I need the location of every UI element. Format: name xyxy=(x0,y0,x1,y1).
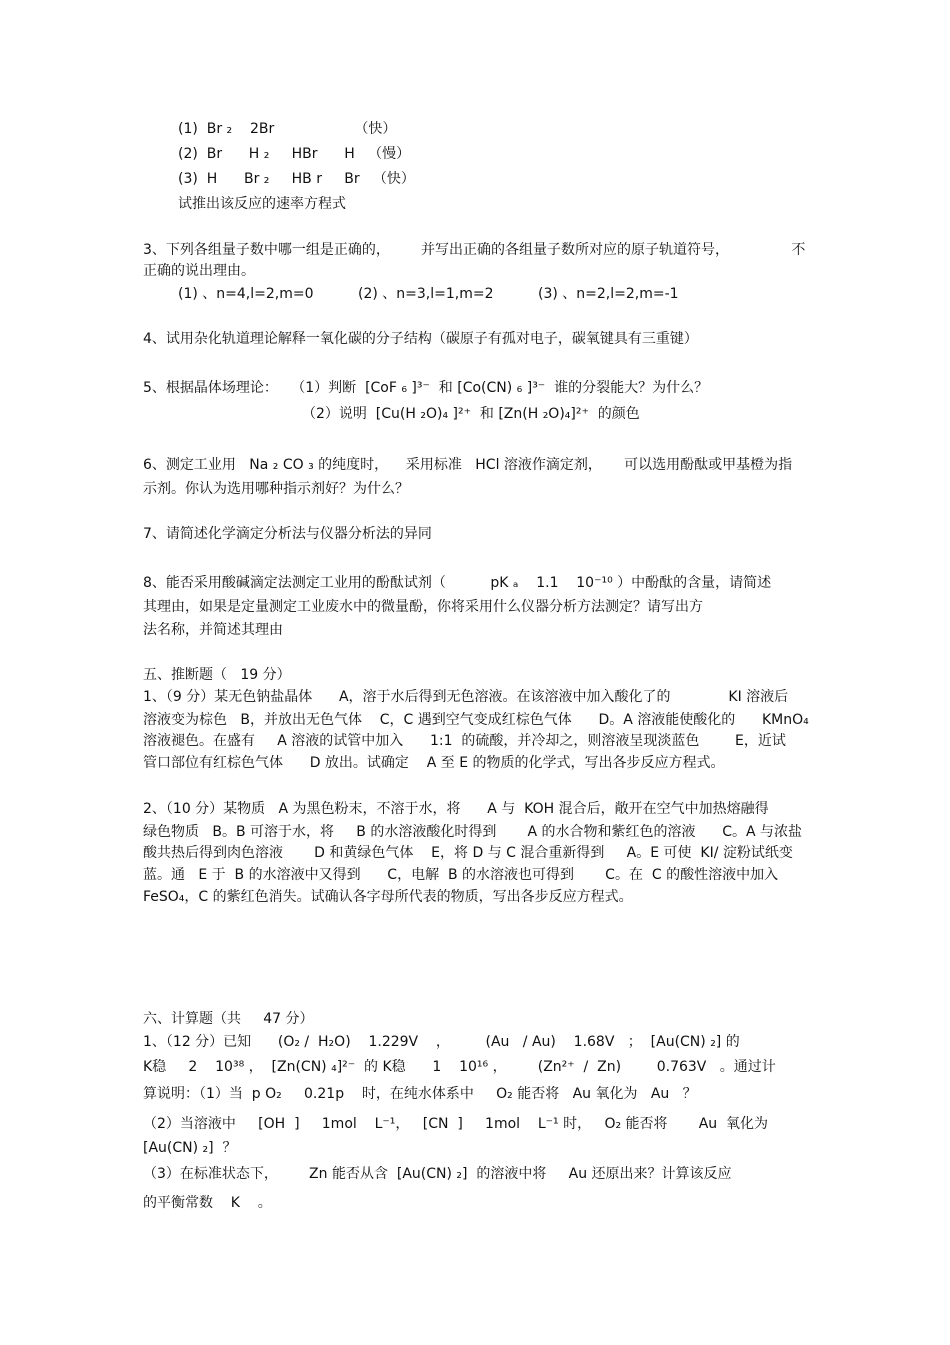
text-line: 1、（9 分）某无色钠盐晶体 A，溶于水后得到无色溶液。在该溶液中加入酸化了的 KI 溶液后 xyxy=(143,689,789,705)
text-line: （2）当溶液中 [OH ] 1mol L⁻¹， [CN ] 1mol L⁻¹ 时， O₂ 能否将 Au 氧化为 xyxy=(143,1116,769,1132)
text-line: 算说明：（1）当 p O₂ 0.21p 时，在纯水体系中 O₂ 能否将 Au 氧化为 Au ？ xyxy=(143,1086,697,1102)
text-line: (1) 、n=4,l=2,m=0 (2) 、n=3,l=1,m=2 (3) 、n=2,l=2,m=-1 xyxy=(178,286,679,302)
text-line: 管口部位有红棕色气体 D 放出。试确定 A 至 E 的物质的化学式，写出各步反应方程式。 xyxy=(143,755,725,771)
text-line: 1、（12 分）已知 (O₂ / H₂O) 1.229V ， (Au / Au) 1.68V ； [Au(CN) ₂] 的 xyxy=(143,1034,740,1050)
text-line: （2）说明 [Cu(H ₂O)₄ ]²⁺ 和 [Zn(H ₂O)₄]²⁺ 的颜色 xyxy=(302,406,640,422)
text-line: [Au(CN) ₂] ？ xyxy=(143,1140,237,1156)
text-line: 8、能否采用酸碱滴定法测定工业用的酚酞试剂（ pK ₐ 1.1 10⁻¹⁰ ）中酚酞的含量，请简述 xyxy=(143,575,772,591)
text-line: 其理由，如果是定量测定工业废水中的微量酚，你将采用什么仪器分析方法测定？请写出方 xyxy=(143,599,703,615)
text-line: 的平衡常数 K 。 xyxy=(143,1195,272,1211)
text-line: 示剂。你认为选用哪种指示剂好？为什么？ xyxy=(143,481,409,497)
text-line: 六、计算题（共 47 分） xyxy=(143,1011,314,1027)
text-line: 试推出该反应的速率方程式 xyxy=(178,196,346,212)
text-line: 溶液变为棕色 B，并放出无色气体 C，C 遇到空气变成红棕色气体 D。A 溶液能使酸化的 KMnO₄ xyxy=(143,712,809,728)
text-line: 绿色物质 B。B 可溶于水，将 B 的水溶液酸化时得到 A 的水合物和紫红色的溶液 C。A 与浓盐 xyxy=(143,824,802,840)
text-line: 6、测定工业用 Na ₂ CO ₃ 的纯度时， 采用标准 HCl 溶液作滴定剂， 可以选用酚酞或甲基橙为指 xyxy=(143,457,793,473)
text-line: (1) Br ₂ 2Br （快） xyxy=(178,121,397,137)
text-line: 法名称，并简述其理由 xyxy=(143,622,283,638)
text-line: 五、推断题（ 19 分） xyxy=(143,667,291,683)
text-line: 2、（10 分）某物质 A 为黑色粉末，不溶于水，将 A 与 KOH 混合后，敞开在空气中加热熔融得 xyxy=(143,801,769,817)
text-line: 酸共热后得到肉色溶液 D 和黄绿色气体 E，将 D 与 C 混合重新得到 A。E 可使 KI/ 淀粉试纸变 xyxy=(143,845,793,861)
text-line: 3、下列各组量子数中哪一组是正确的， 并写出正确的各组量子数所对应的原子轨道符号， 不 xyxy=(143,242,806,258)
text-line: 蓝。通 E 于 B 的水溶液中又得到 C，电解 B 的水溶液也可得到 C。在 C 的酸性溶液中加入 xyxy=(143,867,779,883)
text-line: (3) H Br ₂ HB r Br （快） xyxy=(178,171,415,187)
text-line: 7、请简述化学滴定分析法与仪器分析法的异同 xyxy=(143,526,432,542)
text-line: (2) Br H ₂ HBr H （慢） xyxy=(178,146,411,162)
text-line: FeSO₄，C 的紫红色消失。试确认各字母所代表的物质，写出各步反应方程式。 xyxy=(143,889,633,905)
text-line: K稳 2 10³⁸ ， [Zn(CN) ₄]²⁻ 的 K稳 1 10¹⁶ ， (Zn²⁺ / Zn) 0.763V 。通过计 xyxy=(143,1059,776,1075)
text-line: 5、根据晶体场理论： （1）判断 [CoF ₆ ]³⁻ 和 [Co(CN) ₆ ]³⁻ 谁的分裂能大？为什么？ xyxy=(143,380,709,396)
text-line: 溶液褪色。在盛有 A 溶液的试管中加入 1:1 的硫酸，并冷却之，则溶液呈现淡蓝色 E，近试 xyxy=(143,733,786,749)
text-line: 4、试用杂化轨道理论解释一氧化碳的分子结构（碳原子有孤对电子，碳氧键具有三重键） xyxy=(143,331,698,347)
text-line: （3）在标准状态下， Zn 能否从含 [Au(CN) ₂] 的溶液中将 Au 还原出来？计算该反应 xyxy=(143,1166,732,1182)
text-line: 正确的说出理由。 xyxy=(143,263,255,279)
